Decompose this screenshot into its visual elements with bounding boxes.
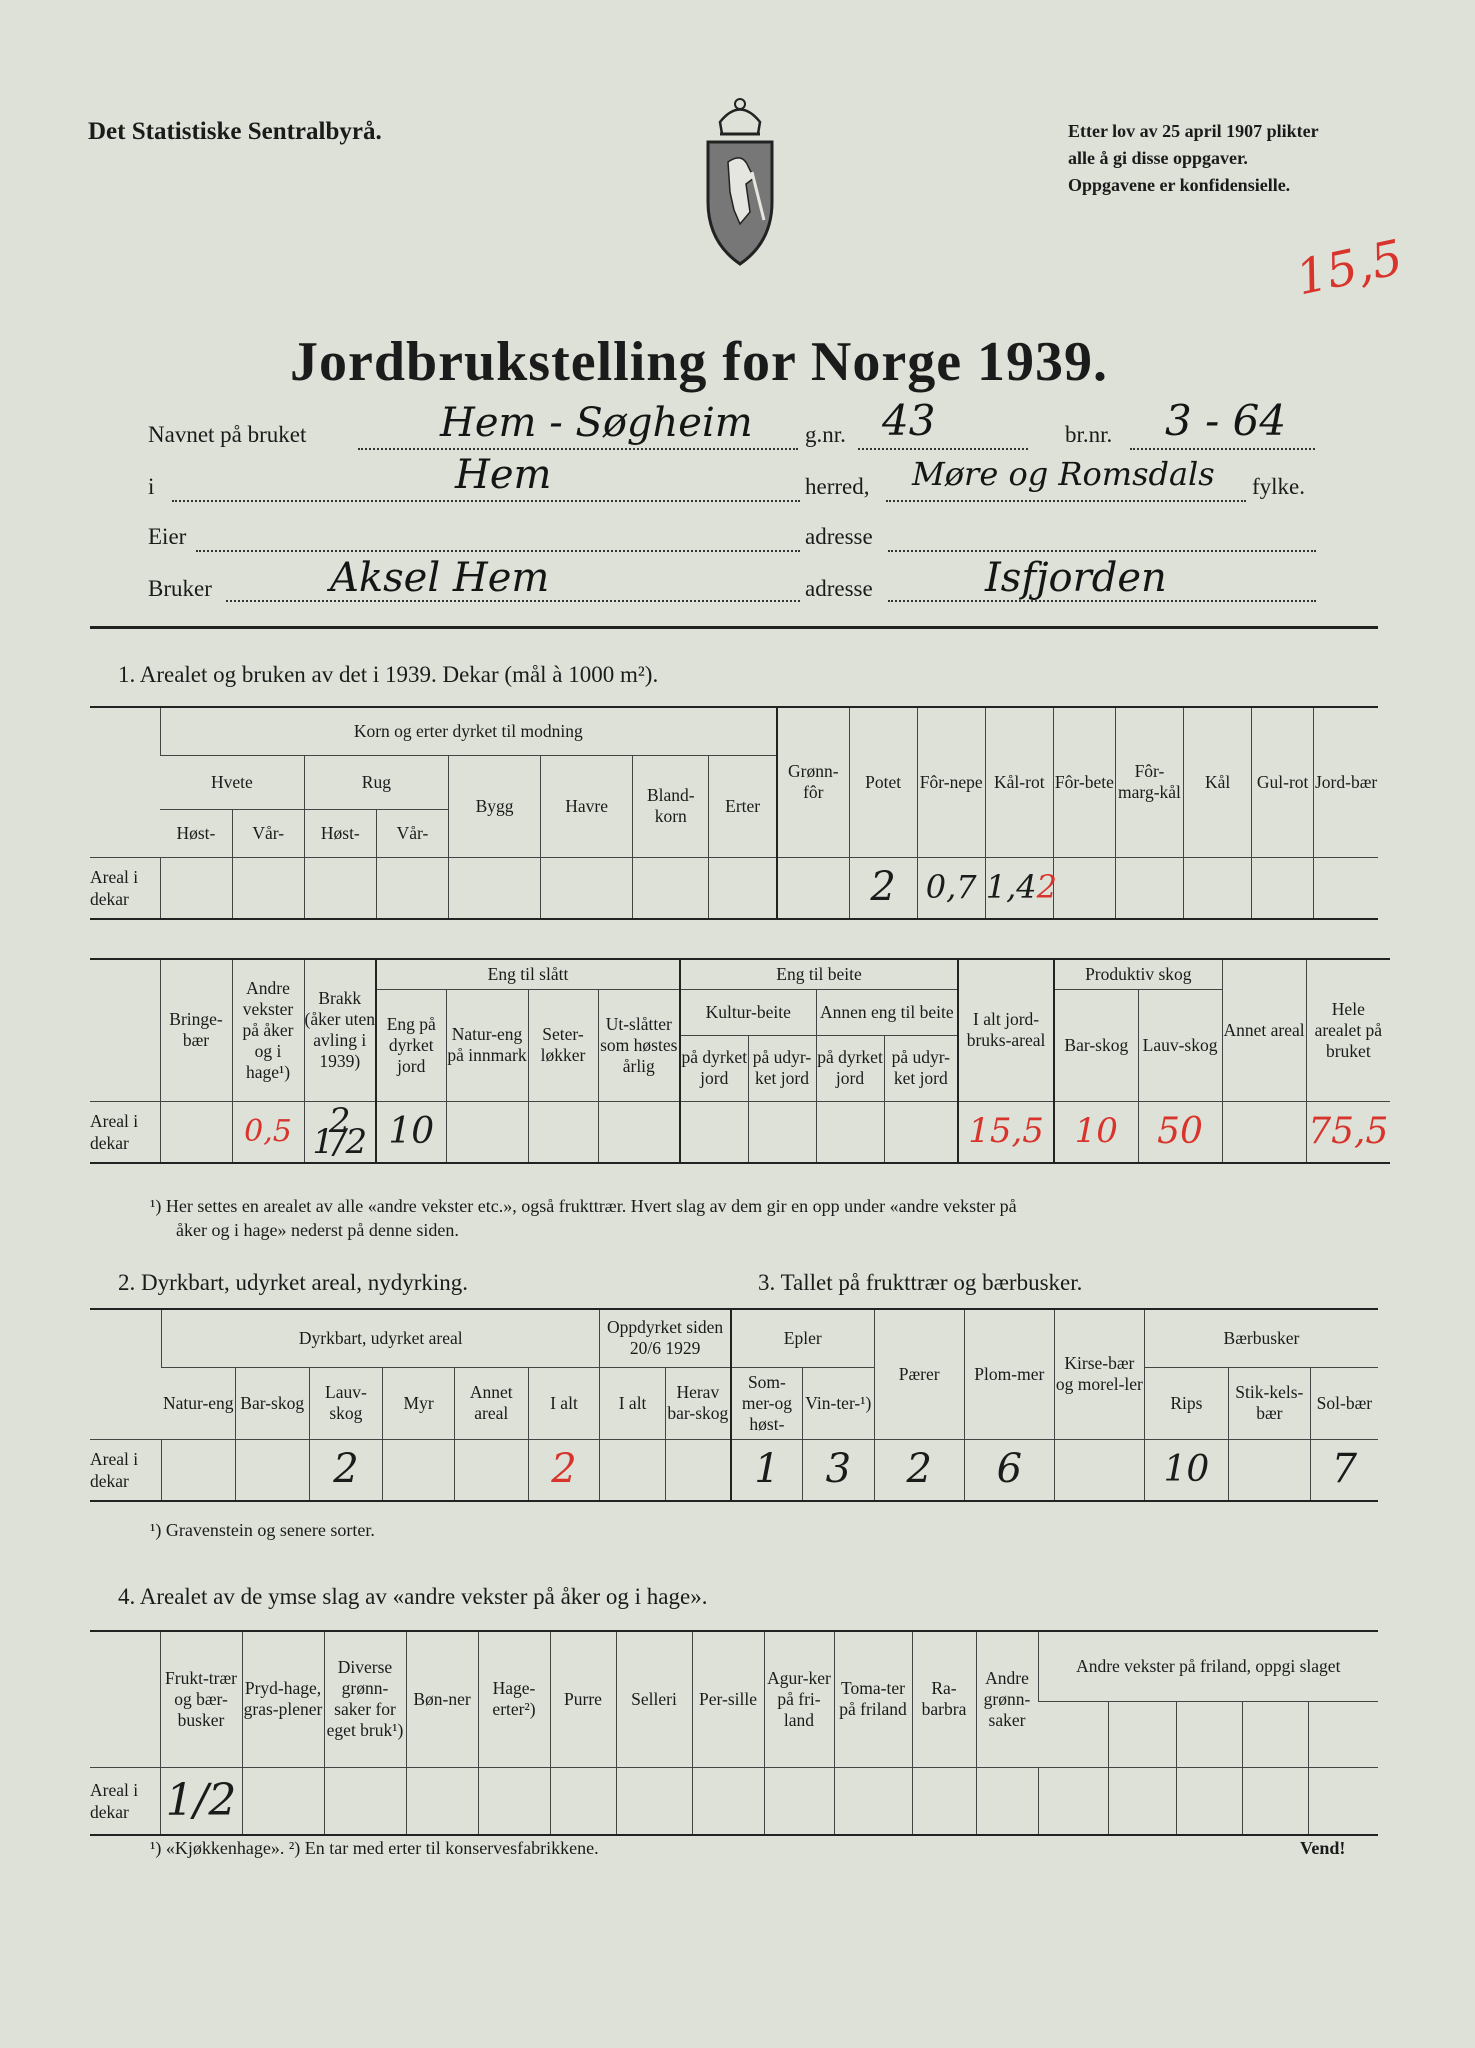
blank-corner	[90, 1309, 162, 1439]
col-pryd: Pryd-hage, gras-plener	[242, 1631, 324, 1767]
footnote-line: ¹) Her settes en arealet av alle «andre vekster etc.», også frukttrær. Hvert slag av dem gir en opp under «andre vekster på	[150, 1196, 1017, 1216]
col-erter: Erter	[709, 755, 777, 857]
cell-input[interactable]	[1054, 1439, 1144, 1501]
cell-lauvskog-value[interactable]: 50	[1138, 1101, 1222, 1163]
cell-input[interactable]	[324, 1767, 406, 1835]
kalrot-red-value: 2	[1036, 868, 1057, 907]
cell-input[interactable]	[1038, 1767, 1108, 1835]
col-diverse: Diverse grønn-saker for eget bruk¹)	[324, 1631, 406, 1767]
cell-input[interactable]	[616, 1767, 692, 1835]
user-address-field[interactable]: Isfjorden	[985, 555, 1167, 601]
cell-vinter-value[interactable]: 3	[803, 1439, 875, 1501]
cell-i-alt-value[interactable]: 2	[528, 1439, 600, 1501]
owner-address-label: adresse	[805, 524, 873, 549]
cell-input[interactable]	[1184, 857, 1252, 919]
col-kultur-udyrket: på udyr-ket jord	[748, 1035, 816, 1101]
brnr-field[interactable]: 3 - 64	[1165, 396, 1287, 445]
separator-rule	[90, 626, 1378, 629]
cell-hele-value[interactable]: 75,5	[1306, 1101, 1390, 1163]
turn-page-note: Vend!	[1300, 1838, 1346, 1858]
cell-plommer-value[interactable]: 6	[964, 1439, 1054, 1501]
coat-of-arms-icon	[690, 92, 790, 272]
blank-corner	[90, 959, 160, 1101]
col-annet-areal: Annet areal	[1222, 959, 1306, 1101]
section4-footnote: ¹) «Kjøkkenhage». ²) En tar med erter til konservesfabrikkene.	[150, 1838, 599, 1858]
col-kultur-dyrket: på dyrket jord	[680, 1035, 748, 1101]
cell-input[interactable]	[1228, 1439, 1310, 1501]
cell-barskog-value[interactable]: 10	[1054, 1101, 1138, 1163]
county-line	[886, 500, 1246, 502]
col-utslatter: Ut-slåtter som høstes årlig	[598, 989, 680, 1101]
col-formargkal: Fôr-marg-kål	[1115, 707, 1183, 857]
cell-input[interactable]	[406, 1767, 478, 1835]
brnr-label: br.nr.	[1065, 422, 1113, 447]
section2-title: 2. Dyrkbart, udyrket areal, nydyrking.	[118, 1270, 469, 1295]
col-rug-var: Vår-	[376, 809, 448, 857]
cell-input[interactable]	[550, 1767, 616, 1835]
col-agurker: Agur-ker på fri-land	[764, 1631, 834, 1767]
col-hvete-host: Høst-	[160, 809, 232, 857]
cell-input[interactable]	[1222, 1101, 1306, 1163]
cell-input[interactable]	[834, 1767, 912, 1835]
cell-input[interactable]	[1115, 857, 1183, 919]
col-annen-dyrket: på dyrket jord	[816, 1035, 884, 1101]
col-persille: Per-sille	[692, 1631, 764, 1767]
cell-input[interactable]	[692, 1767, 764, 1835]
friland-blank[interactable]	[1038, 1701, 1108, 1767]
col-stikkelsbaer: Stik-kels-bær	[1228, 1367, 1310, 1439]
cell-input[interactable]	[680, 1101, 748, 1163]
herred-label: herred,	[805, 474, 870, 499]
col-kirsebaer: Kirse-bær og morel-ler	[1054, 1309, 1144, 1439]
col-purre: Purre	[550, 1631, 616, 1767]
notice-line: alle å gi disse oppgaver.	[1068, 148, 1248, 168]
section2-3-table	[90, 1308, 1378, 1502]
cell-input[interactable]	[242, 1767, 324, 1835]
col-kal: Kål	[1184, 707, 1252, 857]
cell-solbaer-value[interactable]: 7	[1310, 1439, 1378, 1501]
col-gulrot: Gul-rot	[1252, 707, 1314, 857]
col-selleri: Selleri	[616, 1631, 692, 1767]
cell-lauvskog-value[interactable]: 2	[309, 1439, 383, 1501]
col-brakk: Brakk (åker uten avling i 1939)	[304, 959, 376, 1101]
group-epler: Epler	[731, 1309, 874, 1367]
cell-sommer-value[interactable]: 1	[731, 1439, 803, 1501]
col-fornepe: Fôr-nepe	[917, 707, 985, 857]
col-solbaer: Sol-bær	[1310, 1367, 1378, 1439]
col-forbete: Fôr-bete	[1053, 707, 1115, 857]
owner-address-line	[888, 550, 1316, 552]
cell-input[interactable]	[446, 1101, 528, 1163]
friland-blank[interactable]	[1108, 1701, 1176, 1767]
col-myr: Myr	[383, 1367, 455, 1439]
col-havre: Havre	[541, 755, 633, 857]
col-gronnfor: Grønn-fôr	[777, 707, 849, 857]
cell-frukt-value[interactable]: 1/2	[160, 1767, 242, 1835]
page-title: Jordbrukstelling for Norge 1939.	[290, 331, 1109, 393]
cell-input[interactable]	[1108, 1767, 1176, 1835]
row-label-areal: Areal i dekar	[90, 1767, 160, 1835]
group-eng-beite: Eng til beite	[680, 959, 958, 989]
cell-input[interactable]	[528, 1101, 598, 1163]
cell-input[interactable]	[976, 1767, 1038, 1835]
cell-input[interactable]	[1176, 1767, 1242, 1835]
notice-line: Etter lov av 25 april 1907 plikter	[1068, 121, 1319, 141]
cell-brakk-value[interactable]: 2 1/2	[304, 1101, 376, 1163]
cell-input[interactable]	[600, 1439, 666, 1501]
user-label: Bruker	[148, 576, 212, 601]
col-barskog: Bar-skog	[1054, 989, 1138, 1101]
margin-note: 15,5	[1291, 229, 1408, 307]
cell-i-alt-value[interactable]: 15,5	[958, 1101, 1054, 1163]
fylke-label: fylke.	[1252, 474, 1306, 499]
col-rug-host: Høst-	[304, 809, 376, 857]
col-sommer: Som-mer-og høst-	[731, 1367, 803, 1439]
col-naturengs: Natur-eng på innmark	[446, 989, 528, 1101]
col-herav: Herav bar-skog	[665, 1367, 731, 1439]
cell-input[interactable]	[541, 857, 633, 919]
cell-fornepe-value[interactable]: 0,7	[917, 857, 985, 919]
row-label-areal: Areal i dekar	[90, 857, 160, 919]
cell-input[interactable]	[235, 1439, 309, 1501]
col-hvete-var: Vår-	[232, 809, 304, 857]
cell-potet-value[interactable]: 2	[849, 857, 917, 919]
col-blandkorn: Bland-korn	[633, 755, 709, 857]
section1-footnote	[150, 1194, 1017, 1242]
cell-input[interactable]	[1308, 1767, 1378, 1835]
col-barskog: Bar-skog	[235, 1367, 309, 1439]
cell-eng-value[interactable]: 10	[376, 1101, 446, 1163]
municipality-field[interactable]: Hem	[455, 452, 552, 498]
col-plommer: Plom-mer	[964, 1309, 1054, 1439]
row-label-areal: Areal i dekar	[90, 1439, 162, 1501]
cell-input[interactable]	[454, 1439, 528, 1501]
col-hele-arealet: Hele arealet på bruket	[1306, 959, 1390, 1101]
group-oppdyrket: Oppdyrket siden 20/6 1929	[600, 1309, 731, 1367]
col-lauvskog: Lauv-skog	[1138, 989, 1222, 1101]
section1-table-a	[90, 706, 1378, 920]
cell-input[interactable]	[748, 1101, 816, 1163]
friland-blank[interactable]	[1308, 1701, 1378, 1767]
group-rug: Rug	[304, 755, 448, 809]
group-kulturbeite: Kultur-beite	[680, 989, 816, 1035]
cell-input[interactable]	[912, 1767, 976, 1835]
col-lauvskog: Lauv-skog	[309, 1367, 383, 1439]
cell-input[interactable]	[777, 857, 849, 919]
cell-paerer-value[interactable]: 2	[874, 1439, 964, 1501]
section1-title: 1. Arealet og bruken av det i 1939. Dekar (mål à 1000 m²).	[118, 662, 659, 687]
section4-title: 4. Arealet av de ymse slag av «andre vekster på åker og i hage».	[118, 1584, 708, 1609]
friland-blank[interactable]	[1176, 1701, 1242, 1767]
group-baerbusker: Bærbusker	[1144, 1309, 1378, 1367]
group-andre-friland: Andre vekster på friland, oppgi slaget	[1038, 1631, 1378, 1701]
user-address-label: adresse	[805, 576, 873, 601]
blank-corner	[90, 1631, 160, 1767]
section3-footnote: ¹) Gravenstein og senere sorter.	[150, 1520, 375, 1540]
footnote-line: åker og i hage» nederst på denne siden.	[176, 1220, 459, 1240]
col-rips: Rips	[1144, 1367, 1228, 1439]
col-rabarbra: Ra-barbra	[912, 1631, 976, 1767]
gnr-label: g.nr.	[805, 422, 846, 447]
col-seterlokker: Seter-løkker	[528, 989, 598, 1101]
section3-title: 3. Tallet på frukttrær og bærbusker.	[758, 1270, 1083, 1295]
cell-rips-value[interactable]: 10	[1144, 1439, 1228, 1501]
col-bringebaer: Bringe-bær	[160, 959, 232, 1101]
col-andre-gronn: Andre grønn-saker	[976, 1631, 1038, 1767]
farm-name-field[interactable]: Hem - Søgheim	[440, 400, 753, 446]
group-dyrkbart: Dyrkbart, udyrket areal	[162, 1309, 600, 1367]
cell-input[interactable]	[598, 1101, 680, 1163]
owner-line	[196, 550, 800, 552]
col-annen-udyrket: på udyr-ket jord	[884, 1035, 958, 1101]
col-i-alt: I alt	[528, 1367, 600, 1439]
col-bonner: Bøn-ner	[406, 1631, 478, 1767]
col-hageerter: Hage-erter²)	[478, 1631, 550, 1767]
row-label-areal: Areal i dekar	[90, 1101, 160, 1163]
cell-input[interactable]	[162, 1439, 236, 1501]
cell-input[interactable]	[764, 1767, 834, 1835]
publisher: Det Statistiske Sentralbyrå.	[88, 118, 382, 145]
cell-input[interactable]	[816, 1101, 884, 1163]
kalrot-value: 1,4	[985, 868, 1037, 907]
cell-input[interactable]	[884, 1101, 958, 1163]
blank-corner	[90, 707, 160, 857]
cell-input[interactable]	[383, 1439, 455, 1501]
section4-table	[90, 1630, 1378, 1836]
county-field[interactable]: Møre og Romsdals	[912, 455, 1215, 493]
col-annet: Annet areal	[454, 1367, 528, 1439]
cell-input[interactable]	[1314, 857, 1378, 919]
cell-input[interactable]	[376, 857, 448, 919]
friland-blank[interactable]	[1242, 1701, 1308, 1767]
col-eng-dyrket: Eng på dyrket jord	[376, 989, 446, 1101]
cell-input[interactable]	[665, 1439, 731, 1501]
group-hvete: Hvete	[160, 755, 304, 809]
col-oppdyrket-i-alt: I alt	[600, 1367, 666, 1439]
col-frukt: Frukt-trær og bær-busker	[160, 1631, 242, 1767]
col-bygg: Bygg	[448, 755, 540, 857]
col-i-alt-jordbruk: I alt jord-bruks-areal	[958, 959, 1054, 1101]
cell-input[interactable]	[304, 857, 376, 919]
col-potet: Potet	[849, 707, 917, 857]
cell-kalrot-value[interactable]	[985, 857, 1057, 919]
col-andre-vekster: Andre vekster på åker og i hage¹)	[232, 959, 304, 1101]
owner-label: Eier	[148, 524, 187, 549]
group-produktiv-skog: Produktiv skog	[1054, 959, 1222, 989]
cell-input[interactable]	[1252, 857, 1314, 919]
cell-input[interactable]	[160, 857, 232, 919]
col-naturengs: Natur-eng	[162, 1367, 236, 1439]
municipality-line	[172, 500, 800, 502]
cell-input[interactable]	[709, 857, 777, 919]
cell-input[interactable]	[160, 1101, 232, 1163]
col-jordbaer: Jord-bær	[1314, 707, 1378, 857]
cell-input[interactable]	[232, 857, 304, 919]
cell-input[interactable]	[633, 857, 709, 919]
user-field[interactable]: Aksel Hem	[330, 555, 550, 601]
cell-input[interactable]	[478, 1767, 550, 1835]
cell-andre-value[interactable]: 0,5	[232, 1101, 304, 1163]
farm-name-line	[358, 448, 798, 450]
col-paerer: Pærer	[874, 1309, 964, 1439]
col-tomater: Toma-ter på friland	[834, 1631, 912, 1767]
brnr-line	[1130, 448, 1315, 450]
group-annen-eng: Annen eng til beite	[816, 989, 958, 1035]
gnr-field[interactable]: 43	[882, 396, 936, 445]
cell-input[interactable]	[1053, 857, 1115, 919]
col-kalrot: Kål-rot	[985, 707, 1053, 857]
section1-table-b	[90, 958, 1390, 1164]
cell-input[interactable]	[1242, 1767, 1308, 1835]
group-eng-slatt: Eng til slått	[376, 959, 680, 989]
gnr-line	[858, 448, 1028, 450]
col-vinter: Vin-ter-¹)	[803, 1367, 875, 1439]
farm-name-label: Navnet på bruket	[148, 422, 307, 447]
group-korn: Korn og erter dyrket til modning	[160, 707, 777, 755]
municipality-i-label: i	[148, 474, 155, 499]
confidentiality-notice	[1068, 118, 1319, 199]
cell-input[interactable]	[448, 857, 540, 919]
notice-line: Oppgavene er konfidensielle.	[1068, 175, 1291, 195]
